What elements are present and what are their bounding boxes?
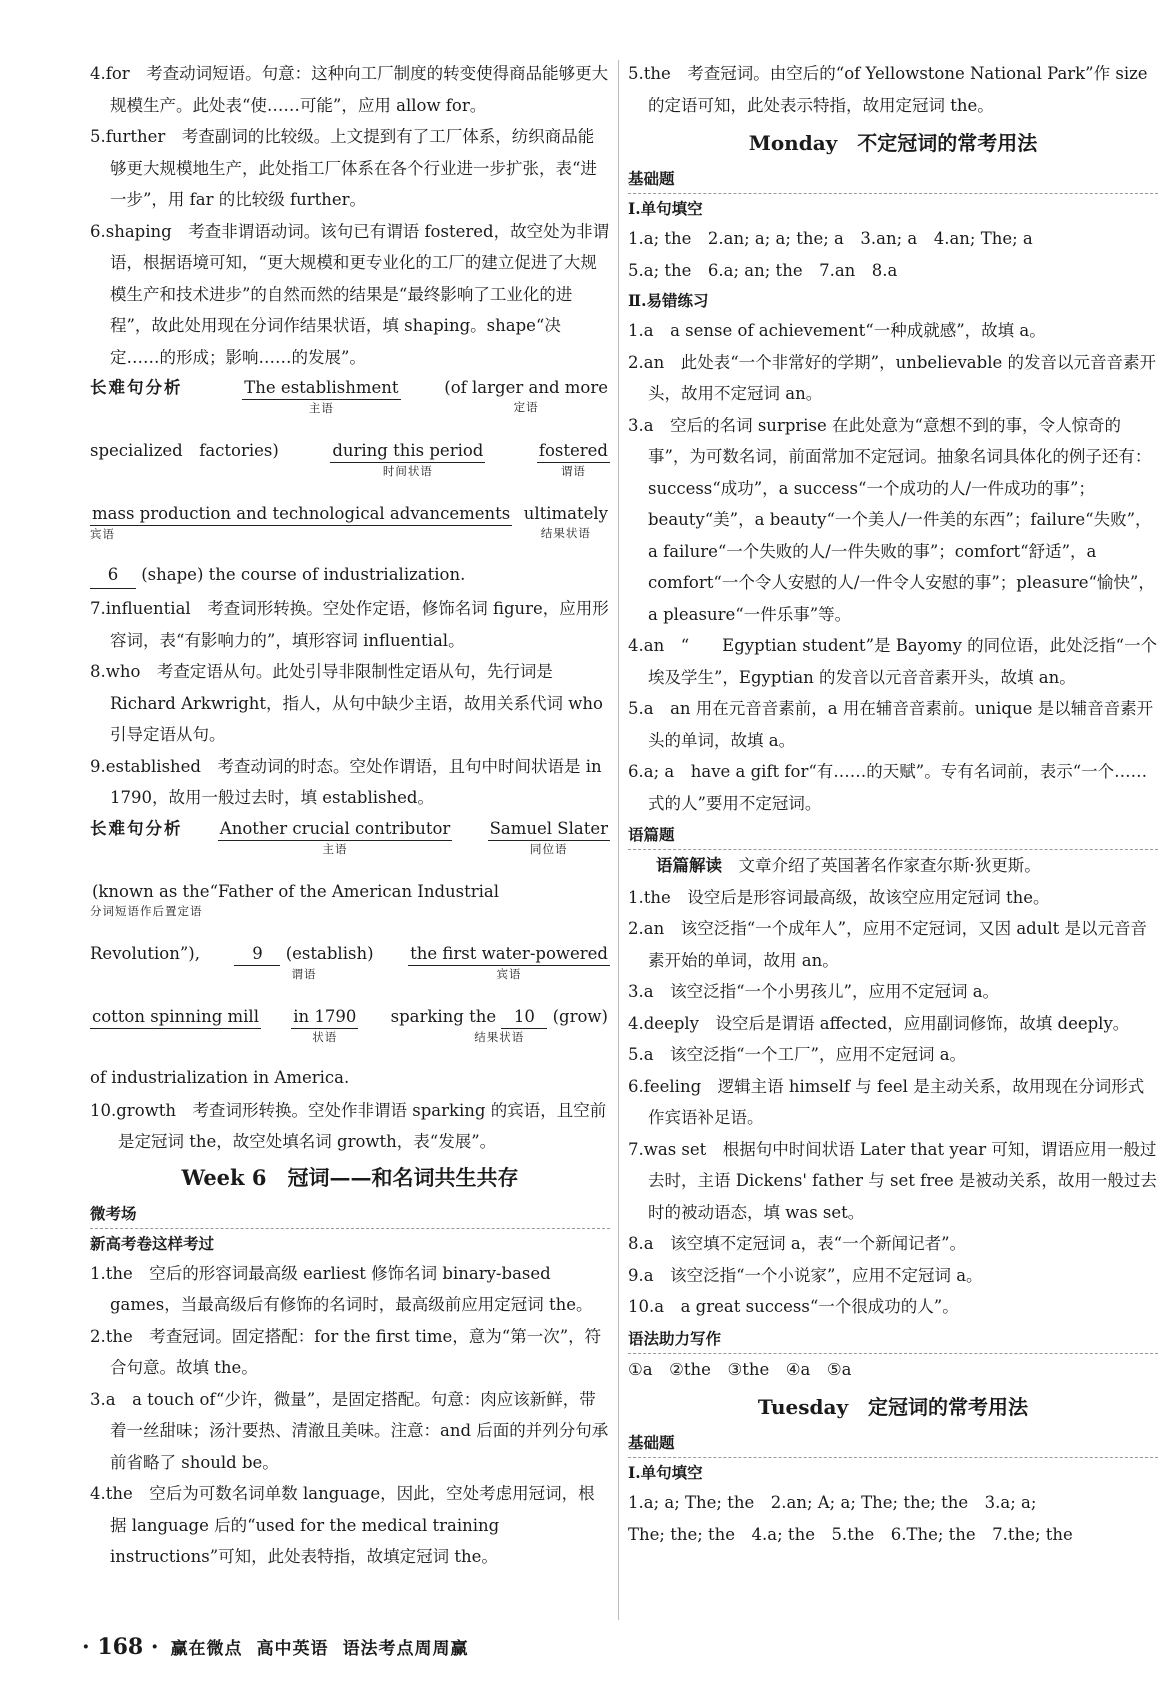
answer-item: 6.a; a have a gift for“有……的天赋”。专有名词前，表示“一个……式的人”要用不定冠词。 bbox=[628, 762, 1148, 813]
sub-heading: Ⅰ.单句填空 bbox=[628, 199, 703, 218]
analysis-segment: Another crucial contributor 主语 bbox=[219, 818, 451, 856]
right-column bbox=[628, 58, 1158, 1550]
sentence-analysis-1 bbox=[90, 377, 610, 589]
answer-line: 5.a; the 6.a; an; the 7.an 8.a bbox=[628, 260, 898, 280]
answer-item: 5.the 考查冠词。由空后的“of Yellowstone National Park”作 size 的定语可知，此处表示特指，故用定冠词 the。 bbox=[628, 64, 1148, 115]
page-footer bbox=[82, 1632, 483, 1664]
section-heading: 基础题 bbox=[628, 165, 1158, 194]
subject: 高中英语 bbox=[256, 1639, 329, 1659]
answer-item: 3.a a touch of“少许，微量”，是固定搭配。句意：肉应该新鲜，带着一丝甜味；汤汁要热、清澈且美味。注意：and 后面的并列分句承前省略了 should be。 bbox=[90, 1389, 609, 1472]
page-number: · 168 · bbox=[82, 1634, 159, 1660]
analysis-segment: The establishment 主语 bbox=[244, 378, 399, 415]
analysis-segment: during this period 时间状语 bbox=[332, 441, 484, 478]
section-heading: 基础题 bbox=[628, 1429, 1158, 1458]
analysis-segment: specialized factories) bbox=[90, 441, 279, 460]
sentence-analysis-2 bbox=[90, 818, 610, 1091]
answer-item: 4.deeply 设空后是谓语 affected，应用副词修饰，故填 deeply。 bbox=[628, 1013, 1130, 1033]
answer-line: 1.a; a; The; the 2.an; A; a; The; the; the 3.a; a; bbox=[628, 1493, 1037, 1512]
column-divider bbox=[618, 60, 619, 1620]
analysis-label: 长难句分析 bbox=[90, 378, 183, 397]
analysis-segment: (known as the“Father of the American Industrial 分词短语作后置定语 bbox=[90, 881, 500, 918]
answer-item: 5.a 该空泛指“一个工厂”，应用不定冠词 a。 bbox=[628, 1045, 967, 1064]
answer-item: 7.influential 考查词形转换。空处作定语，修饰名词 figure，应用形容词，表“有影响力的”，填形容词 influential。 bbox=[90, 599, 609, 650]
answer-item: 8.a 该空填不定冠词 a，表“一个新闻记者”。 bbox=[628, 1234, 967, 1253]
analysis-segment: Samuel Slater 同位语 bbox=[489, 818, 608, 856]
blank-6: 6 bbox=[90, 562, 136, 589]
answer-item: 3.a 空后的名词 surprise 在此处意为“意想不到的事，令人惊奇的事”，为可数名词，前面常加不定冠词。抽象名词具体化的例子还有：success“成功”，a success“一个成功的人/一件成功的事”；beauty“美”，a beauty“一个美人/一件美的东西”；failure“失败”，a failure“一个失败的人/一件失败的事”；comfort“舒适”，a comfort“一个令人安慰的人/一件令人安慰的事”；pleasure“愉快”，a pleasure“一件乐事”等。 bbox=[628, 415, 1155, 624]
analysis-segment: Revolution”), bbox=[90, 943, 200, 963]
analysis-segment: mass production and technological advancements 宾语 bbox=[90, 504, 511, 541]
section-heading: 语篇题 bbox=[628, 821, 1158, 850]
answer-item: 5.a an 用在元音音素前，a 用在辅音音素前。unique 是以辅音音素开头的单词，故填 a。 bbox=[628, 699, 1154, 750]
answer-item: 9.established 考查动词的时态。空处作谓语，且句中时间状语是 in 1790，故用一般过去时，填 established。 bbox=[90, 756, 602, 807]
sub-heading: Ⅰ.单句填空 bbox=[628, 1463, 703, 1482]
answer-item: 10.a a great success“一个很成功的人”。 bbox=[628, 1297, 959, 1316]
answer-item: 2.an 此处表“一个非常好的学期”，unbelievable 的发音以元音音素开头，故用不定冠词 an。 bbox=[628, 352, 1156, 403]
series-title: 语法考点周周赢 bbox=[342, 1639, 469, 1659]
analysis-label: 长难句分析 bbox=[90, 818, 183, 838]
answer-item: 2.an 该空泛指“一个成年人”，应用不定冠词，又因 adult 是以元音音素开始的单词，故用 an。 bbox=[628, 919, 1148, 970]
section-heading: 语法助力写作 bbox=[628, 1325, 1158, 1354]
answer-item: 4.for 考查动词短语。句意：这种向工厂制度的转变使得商品能够更大规模生产。此处表“使……可能”，应用 allow for。 bbox=[90, 64, 609, 115]
left-column bbox=[90, 58, 610, 1573]
section-heading: 微考场 bbox=[90, 1200, 610, 1229]
answer-item: 2.the 考查冠词。固定搭配：for the first time，意为“第一次”，符合句意。故填 the。 bbox=[90, 1326, 602, 1377]
book-title: 赢在微点 bbox=[170, 1639, 243, 1659]
analysis-segment: 9 (establish) 谓语 bbox=[232, 943, 375, 982]
analysis-line: of industrialization in America. bbox=[90, 1067, 350, 1087]
answer-item: 8.who 考查定语从句。此处引导非限制性定语从句，先行词是 Richard Arkwright，指人，从句中缺少主语，故用关系代词 who 引导定语从句。 bbox=[90, 662, 603, 744]
answer-item: 5.further 考查副词的比较级。上文提到有了工厂体系，纺织商品能够更大规模地生产，此处指工厂体系在各个行业进一步扩张，表“进一步”，用 far 的比较级 further。 bbox=[90, 127, 597, 209]
answer-item: 4.an “ Egyptian student”是 Bayomy 的同位语，此处泛指“一个埃及学生”，Egyptian 的发音以元音音素开头，故填 an。 bbox=[628, 636, 1158, 687]
answer-item: 9.a 该空泛指“一个小说家”，应用不定冠词 a。 bbox=[628, 1265, 983, 1285]
analysis-segment: cotton spinning mill bbox=[90, 1006, 261, 1045]
writing-answers: ①a ②the ③the ④a ⑤a bbox=[628, 1359, 852, 1379]
analysis-segment: fostered 谓语 bbox=[538, 441, 608, 478]
monday-title: Monday 不定冠词的常考用法 bbox=[748, 131, 1038, 155]
analysis-segment: (of larger and more 定语 bbox=[444, 378, 608, 414]
answer-item: 1.the 设空后是形容词最高级，故该空应用定冠词 the。 bbox=[628, 887, 1050, 907]
analysis-segment: the first water-powered 宾语 bbox=[410, 943, 608, 981]
sub-heading: Ⅱ.易错练习 bbox=[628, 291, 709, 310]
sub-heading: 新高考卷这样考过 bbox=[90, 1233, 215, 1253]
analysis-segment: sparking the 10 (grow) 结果状语 bbox=[390, 1006, 608, 1044]
answer-line: The; the; the 4.a; the 5.the 6.The; the 7.the; the bbox=[628, 1524, 1073, 1544]
answer-item: 10.growth 考查词形转换。空处作非谓语 sparking 的宾语，且空前是定冠词 the，故空处填名词 growth，表“发展”。 bbox=[90, 1100, 607, 1151]
analysis-line: 6 (shape) the course of industrialization. bbox=[90, 562, 610, 589]
passage-lead: 语篇解读 文章介绍了英国著名作家查尔斯·狄更斯。 bbox=[656, 856, 1041, 875]
answer-item: 4.the 空后为可数名词单数 language，因此，空处考虑用冠词，根据 language 后的“used for the medical training instructions”可知，此处表特指，故填定冠词 the。 bbox=[90, 1484, 595, 1566]
answer-item: 1.a a sense of achievement“一种成就感”，故填 a。 bbox=[628, 321, 1046, 340]
answer-item: 6.feeling 逻辑主语 himself 与 feel 是主动关系，故用现在分词形式作宾语补足语。 bbox=[628, 1076, 1145, 1127]
answer-item: 1.the 空后的形容词最高级 earliest 修饰名词 binary-based games，当最高级后有修饰的名词时，最高级前应用定冠词 the。 bbox=[90, 1263, 593, 1314]
week-title: Week 6 冠词——和名词共生共存 bbox=[181, 1164, 519, 1190]
answer-item: 6.shaping 考查非谓语动词。该句已有谓语 fostered，故空处为非谓语，根据语境可知，“更大规模和更专业化的工厂的建立促进了大规模生产和技术进步”的自然而然的结果是“最终影响了工业化的进程”，故此处用现在分词作结果状语，填 shaping。shape“决定……的形成；影响……的发展”。 bbox=[90, 221, 610, 367]
answer-item: 3.a 该空泛指“一个小男孩儿”，应用不定冠词 a。 bbox=[628, 982, 1000, 1001]
analysis-segment: ultimately 结果状语 bbox=[523, 504, 608, 540]
answer-line: 1.a; the 2.an; a; a; the; a 3.an; a 4.an; The; a bbox=[628, 229, 1033, 248]
tuesday-title: Tuesday 定冠词的常考用法 bbox=[757, 1395, 1029, 1419]
analysis-segment: in 1790 状语 bbox=[293, 1006, 357, 1044]
answer-item: 7.was set 根据句中时间状语 Later that year 可知，谓语应用一般过去时，主语 Dickens' father 与 set free 是被动关系，故用一般过去时的被动语态，填 was set。 bbox=[628, 1139, 1157, 1222]
